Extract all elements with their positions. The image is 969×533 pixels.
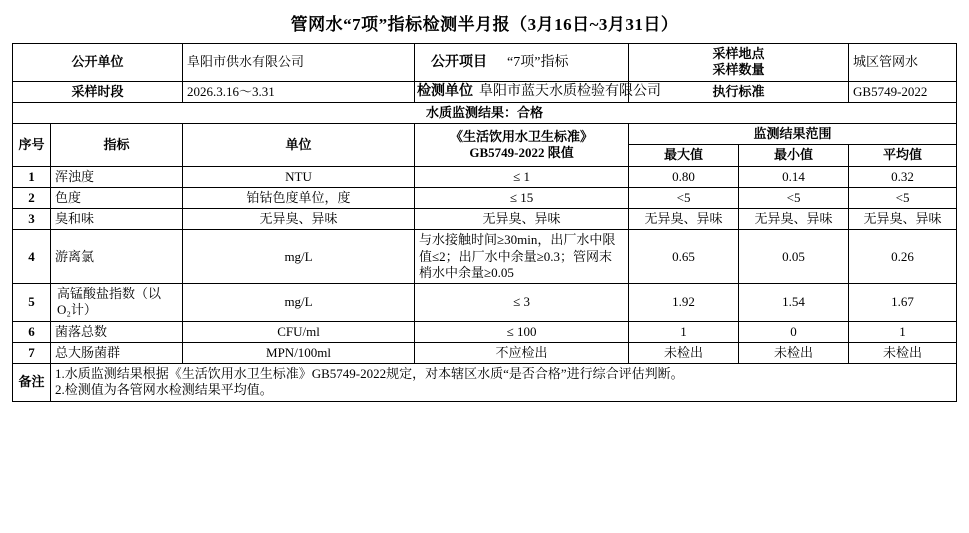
row-unit: mg/L (183, 284, 415, 322)
row-item: 臭和味 (51, 209, 183, 230)
row-min: 1.54 (739, 284, 849, 322)
row-unit: 无异臭、异味 (183, 209, 415, 230)
row-avg: 1 (849, 321, 957, 342)
public-unit-value: 阜阳市供水有限公司 (183, 44, 415, 82)
row-limit: ≤ 1 (415, 166, 629, 187)
header-standard-line1: 《生活饮用水卫生标准》 (450, 128, 594, 144)
row-avg: 1.67 (849, 284, 957, 322)
header-unit: 单位 (183, 124, 415, 167)
row-index: 4 (13, 230, 51, 284)
row-avg: 0.26 (849, 230, 957, 284)
table-row (13, 342, 957, 363)
sampling-period-label: 采样时段 (13, 81, 183, 102)
result-banner-row (13, 102, 957, 123)
header-avg: 平均值 (849, 145, 957, 166)
row-limit: ≤ 15 (415, 187, 629, 208)
row-avg: <5 (849, 187, 957, 208)
row-unit: CFU/ml (183, 321, 415, 342)
row-unit: 铂钴色度单位，度 (183, 187, 415, 208)
info-row-1 (13, 44, 957, 82)
row-index: 6 (13, 321, 51, 342)
row-max: 0.65 (629, 230, 739, 284)
header-standard (415, 124, 629, 167)
testing-unit-cell (415, 81, 662, 102)
table-row (13, 284, 957, 322)
row-max: 1.92 (629, 284, 739, 322)
row-index: 5 (13, 284, 51, 322)
row-max: 无异臭、异味 (629, 209, 739, 230)
row-limit: 不应检出 (415, 342, 629, 363)
header-index: 序号 (13, 124, 51, 167)
remark-row (13, 364, 957, 402)
row-min: 无异臭、异味 (739, 209, 849, 230)
row-min: 0.14 (739, 166, 849, 187)
row-limit: ≤ 100 (415, 321, 629, 342)
remark-line-1: 1.水质监测结果根据《生活饮用水卫生标准》GB5749-2022规定，对本辖区水质“是否合格”进行综合评估判断。 (55, 366, 684, 381)
standard-label: 执行标准 (629, 81, 849, 102)
row-avg: 未检出 (849, 342, 957, 363)
row-max: 未检出 (629, 342, 739, 363)
row-index: 7 (13, 342, 51, 363)
row-min: 未检出 (739, 342, 849, 363)
result-banner: 水质监测结果：合格 (13, 102, 957, 123)
row-avg: 0.32 (849, 166, 957, 187)
table-row (13, 209, 957, 230)
page-title: 管网水“7项”指标检测半月报（3月16日~3月31日） (290, 15, 679, 34)
public-unit-label: 公开单位 (13, 44, 183, 82)
table-row (13, 321, 957, 342)
row-max: <5 (629, 187, 739, 208)
table-header-row-1 (13, 124, 957, 145)
table-row (13, 230, 957, 284)
row-item: 总大肠菌群 (51, 342, 183, 363)
row-item: 游离氯 (51, 230, 183, 284)
remark-body (51, 364, 957, 402)
info-row-2 (13, 81, 957, 102)
row-limit: ≤ 3 (415, 284, 629, 322)
row-item: 菌落总数 (51, 321, 183, 342)
row-limit: 与水接触时间≥30min，出厂水中限值≤2；出厂水中余量≥0.3；管网末梢水中余量≥0.05 (415, 230, 629, 284)
header-range-group: 监测结果范围 (629, 124, 957, 145)
row-index: 1 (13, 166, 51, 187)
row-item: 高锰酸盐指数（以 O₂计） (51, 284, 183, 322)
row-index: 3 (13, 209, 51, 230)
row-min: 0.05 (739, 230, 849, 284)
sampling-count-label-line2: 采样数量 (712, 62, 765, 78)
report-table (12, 43, 957, 402)
public-project-value: “7项”指标 (507, 54, 569, 70)
remark-line-2: 2.检测值为各管网水检测结果平均值。 (55, 382, 273, 398)
row-item: 浑浊度 (51, 166, 183, 187)
row-index: 2 (13, 187, 51, 208)
row-unit: MPN/100ml (183, 342, 415, 363)
row-max: 1 (629, 321, 739, 342)
testing-unit-label: 检测单位 (417, 83, 474, 99)
standard-value: GB5749-2022 (849, 81, 957, 102)
header-max: 最大值 (629, 145, 739, 166)
header-min: 最小值 (739, 145, 849, 166)
sampling-period-value: 2026.3.16～3.31 (183, 81, 415, 102)
sampling-site-value: 城区管网水 (849, 44, 957, 82)
row-min: <5 (739, 187, 849, 208)
row-unit: NTU (183, 166, 415, 187)
row-limit: 无异臭、异味 (415, 209, 629, 230)
testing-unit-value: 阜阳市蓝天水质检验有限公司 (479, 83, 662, 99)
public-project-label: 公开项目 (431, 54, 488, 70)
row-avg: 无异臭、异味 (849, 209, 957, 230)
header-standard-line2: GB5749-2022 限值 (469, 144, 574, 160)
header-item: 指标 (51, 124, 183, 167)
row-max: 0.80 (629, 166, 739, 187)
public-project-cell (415, 44, 629, 82)
sampling-site-label-line1: 采样地点 (712, 46, 765, 61)
row-item: 色度 (51, 187, 183, 208)
remark-label: 备注 (13, 364, 51, 402)
row-min: 0 (739, 321, 849, 342)
table-row (13, 166, 957, 187)
sampling-site-label (629, 44, 849, 82)
table-row (13, 187, 957, 208)
row-unit: mg/L (183, 230, 415, 284)
